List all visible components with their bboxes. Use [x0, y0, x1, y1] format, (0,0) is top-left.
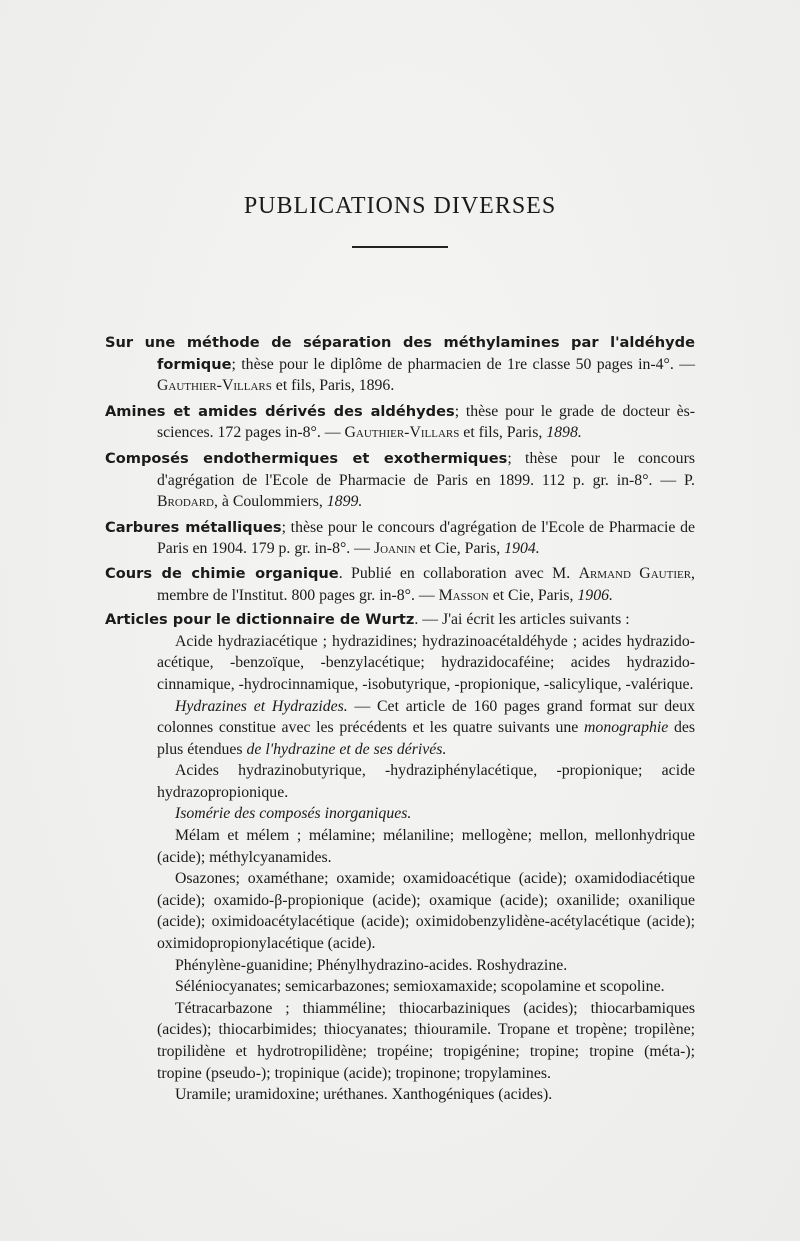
- article-paragraph: [105, 696, 695, 761]
- entry-desc: ; thèse pour le concours d'agrégation de l'Ecole de Pharmacie de Paris en 1899. 112 p. gr. in-8°. — P.: [157, 449, 695, 489]
- entry-desc: ; thèse pour le concours d'agrégation de l'Ecole de Pharmacie de Paris en 1904. 179 p. gr. in-8°. —: [157, 518, 695, 558]
- entry-year: 1898.: [546, 424, 582, 442]
- entry-tail: et Cie, Paris,: [415, 540, 505, 558]
- entry-title: Composés endothermiques et exothermiques: [105, 449, 508, 467]
- article-paragraph: Acides hydrazinobutyrique, -hydraziphénylacétique, -propionique; acide hydrazopropionique.: [157, 762, 695, 801]
- article-emphasis: de l'hydrazine et de ses dérivés.: [246, 740, 447, 758]
- entry-publisher: Masson: [438, 586, 489, 604]
- entry-tail: et fils, Paris, 1896.: [271, 377, 395, 395]
- article-paragraph: Uramile; uramidoxine; uréthanes. Xanthogéniques (acides).: [175, 1086, 553, 1104]
- entry-title: Sur une méthode de séparation des méthylamines par l'aldéhyde formique: [105, 334, 695, 373]
- entry-title: Cours de chimie organique: [105, 564, 339, 582]
- entry-publisher: Gauthier-Villars: [344, 424, 460, 442]
- article-paragraph: Osazones; oxaméthane; oxamide; oxamidoacétique (acide); oxamidodiacétique (acide); oxamido-β-propionique (acide); oxamique (acide); oxanilide; oxanilique (acide); oximidoacétylacétique (acide); oximidobenzylidène-acétylacétique (acide); oximidopropionylacétique (acide).: [157, 870, 695, 953]
- entry-title: Amines et amides dérivés des aldéhydes: [105, 402, 455, 420]
- publication-entry: [105, 401, 695, 444]
- entry-collaborator: Armand Gautier: [578, 564, 692, 582]
- publication-entry: [105, 517, 695, 560]
- article-paragraph: Acide hydraziacétique ; hydrazidines; hydrazinoacétaldéhyde ; acides hydrazido-acétique, -benzoïque, -benzylacétique; hydrazidocaféine; acides hydrazido-cinnamique, -hydrocinnamique, -isobutyrique, -propionique, -salicylique, -valérique.: [157, 632, 695, 693]
- entry-publisher: Brodard: [157, 493, 214, 511]
- entry-tail: et Cie, Paris,: [488, 586, 578, 604]
- publication-entry: [105, 609, 695, 631]
- entry-desc: . — J'ai écrit les articles suivants :: [414, 611, 630, 629]
- article-paragraph: Mélam et mélem ; mélamine; mélaniline; mellogène; mellon, mellonhydrique (acide); méthylcyanamides.: [157, 827, 695, 866]
- entry-year: 1899.: [326, 493, 363, 511]
- entry-desc-2: , membre de l'Institut. 800 pages gr. in-8°. —: [157, 564, 695, 604]
- article-heading: Hydrazines et Hydrazides.: [175, 697, 348, 715]
- entry-desc: ; thèse pour le grade de docteur ès-sciences. 172 pages in-8°. —: [157, 402, 695, 442]
- title-rule: [352, 246, 448, 248]
- publication-entry: [105, 563, 695, 606]
- entry-title: Articles pour le dictionnaire de Wurtz: [105, 611, 415, 629]
- article-paragraph: Phénylène-guanidine; Phénylhydrazino-acides. Roshydrazine.: [175, 956, 568, 974]
- entry-year: 1904.: [504, 540, 540, 558]
- entry-publisher: Joanin: [373, 540, 416, 558]
- article-paragraph: Tétracarbazone ; thiamméline; thiocarbaziniques (acides); thiocarbamiques (acides); thiocarbimides; thiocyanates; thiouramile. Tropane et tropène; tropilène; tropilidène et hydrotropilidène; tropéine; tropigénine; tropine; tropine (méta-); tropine (pseudo-); tropinique (acide); tropinone; tropylamines.: [157, 999, 695, 1082]
- publication-list: [105, 332, 695, 1106]
- entry-year: 1906.: [577, 586, 613, 604]
- article-emphasis: monographie: [584, 719, 669, 737]
- article-text: des plus étendues: [157, 719, 696, 758]
- article-text: — Cet article de 160 pages grand format sur deux colonnes constitue avec les précédents et les quatre suivants une: [157, 697, 695, 737]
- publication-entry: [105, 332, 695, 397]
- entry-tail: et fils, Paris,: [459, 424, 547, 442]
- article-paragraph: Séléniocyanates; semicarbazones; semioxamaxide; scopolamine et scopoline.: [175, 978, 665, 996]
- entry-title: Carbures métalliques: [105, 518, 282, 536]
- entry-tail: , à Coulommiers,: [214, 493, 327, 511]
- entry-desc: ; thèse pour le diplôme de pharmacien de 1re classe 50 pages in-4°. —: [231, 355, 695, 373]
- publication-entry: [105, 448, 695, 513]
- entry-publisher: Gauthier-Villars: [157, 377, 272, 395]
- article-heading: Isomérie des composés inorganiques.: [175, 805, 412, 823]
- page-title: PUBLICATIONS DIVERSES: [243, 193, 557, 219]
- entry-desc: . Publié en collaboration avec M.: [338, 564, 579, 582]
